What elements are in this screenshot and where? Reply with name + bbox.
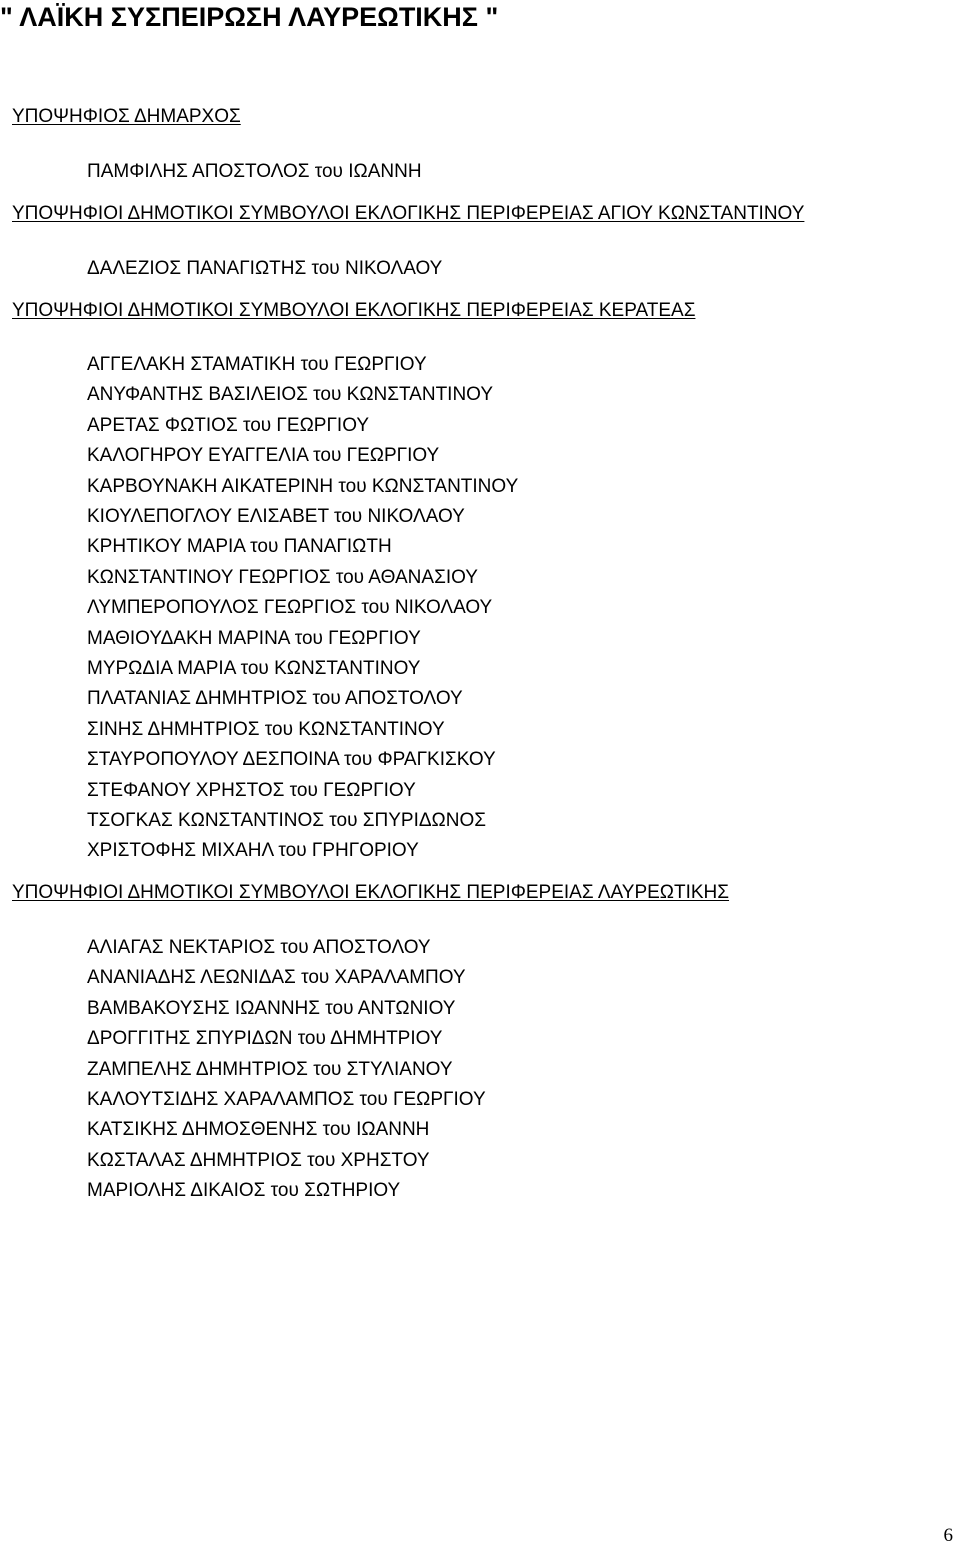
candidate-name: ΔΡΟΓΓΙΤΗΣ ΣΠΥΡΙΔΩΝ του ΔΗΜΗΤΡΙΟΥ bbox=[87, 1028, 443, 1050]
section-heading-agios-konstantinos: ΥΠΟΨΗΦΙΟΙ ΔΗΜΟΤΙΚΟΙ ΣΥΜΒΟΥΛΟΙ ΕΚΛΟΓΙΚΗΣ ΠΕΡΙΦΕΡΕΙΑΣ ΑΓΙΟΥ ΚΩΝΣΤΑΝΤΙΝΟΥ bbox=[12, 203, 805, 224]
candidate-name: ΛΥΜΠΕΡΟΠΟΥΛΟΣ ΓΕΩΡΓΙΟΣ του ΝΙΚΟΛΑΟΥ bbox=[87, 597, 493, 619]
candidate-name: ΣΤΕΦΑΝΟΥ ΧΡΗΣΤΟΣ του ΓΕΩΡΓΙΟΥ bbox=[87, 779, 416, 801]
candidate-name: ΜΑΡΙΟΛΗΣ ΔΙΚΑΙΟΣ του ΣΩΤΗΡΙΟΥ bbox=[87, 1180, 401, 1202]
candidate-name: ΑΝΑΝΙΑΔΗΣ ΛΕΩΝΙΔΑΣ του ΧΑΡΑΛΑΜΠΟΥ bbox=[87, 967, 466, 989]
candidate-name: ΚΑΛΟΓΗΡΟΥ ΕΥΑΓΓΕΛΙΑ του ΓΕΩΡΓΙΟΥ bbox=[87, 445, 440, 467]
candidate-name: ΑΡΕΤΑΣ ΦΩΤΙΟΣ του ΓΕΩΡΓΙΟΥ bbox=[87, 414, 370, 436]
candidate-name: ΤΣΟΓΚΑΣ ΚΩΝΣΤΑΝΤΙΝΟΣ του ΣΠΥΡΙΔΩΝΟΣ bbox=[87, 810, 487, 831]
section-heading-mayor: ΥΠΟΨΗΦΙΟΣ ΔΗΜΑΡΧΟΣ bbox=[12, 106, 241, 127]
candidate-name: ΚΩΝΣΤΑΝΤΙΝΟΥ ΓΕΩΡΓΙΟΣ του ΑΘΑΝΑΣΙΟΥ bbox=[87, 566, 478, 588]
candidate-name: ΑΝΥΦΑΝΤΗΣ ΒΑΣΙΛΕΙΟΣ του ΚΩΝΣΤΑΝΤΙΝΟΥ bbox=[87, 384, 494, 406]
section-heading-lavreotiki: ΥΠΟΨΗΦΙΟΙ ΔΗΜΟΤΙΚΟΙ ΣΥΜΒΟΥΛΟΙ ΕΚΛΟΓΙΚΗΣ ΠΕΡΙΦΕΡΕΙΑΣ ΛΑΥΡΕΩΤΙΚΗΣ bbox=[12, 882, 730, 903]
candidate-name: ΧΡΙΣΤΟΦΗΣ ΜΙΧΑΗΛ του ΓΡΗΓΟΡΙΟΥ bbox=[87, 840, 419, 862]
candidate-name: ΔΑΛΕΖΙΟΣ ΠΑΝΑΓΙΩΤΗΣ του ΝΙΚΟΛΑΟΥ bbox=[87, 258, 443, 279]
candidate-name: ΠΛΑΤΑΝΙΑΣ ΔΗΜΗΤΡΙΟΣ του ΑΠΟΣΤΟΛΟΥ bbox=[87, 688, 463, 710]
candidate-name: ΚΡΗΤΙΚΟΥ ΜΑΡΙΑ του ΠΑΝΑΓΙΩΤΗ bbox=[87, 536, 392, 558]
candidate-name: ΒΑΜΒΑΚΟΥΣΗΣ ΙΩΑΝΝΗΣ του ΑΝΤΩΝΙΟΥ bbox=[87, 997, 456, 1019]
candidate-name: ΜΑΘΙΟΥΔΑΚΗ ΜΑΡΙΝΑ του ΓΕΩΡΓΙΟΥ bbox=[87, 627, 421, 649]
document-title: " ΛΑΪΚΗ ΣΥΣΠΕΙΡΩΣΗ ΛΑΥΡΕΩΤΙΚΗΣ " bbox=[0, 2, 499, 32]
candidate-name: ΣΙΝΗΣ ΔΗΜΗΤΡΙΟΣ του ΚΩΝΣΤΑΝΤΙΝΟΥ bbox=[87, 718, 445, 740]
candidate-name: ΠΑΜΦΙΛΗΣ ΑΠΟΣΤΟΛΟΣ του ΙΩΑΝΝΗ bbox=[87, 161, 422, 182]
page-number: 6 bbox=[943, 1525, 953, 1546]
candidate-name: ΚΙΟΥΛΕΠΟΓΛΟΥ ΕΛΙΣΑΒΕΤ του ΝΙΚΟΛΑΟΥ bbox=[87, 506, 465, 527]
candidate-name: ΣΤΑΥΡΟΠΟΥΛΟΥ ΔΕΣΠΟΙΝΑ του ΦΡΑΓΚΙΣΚΟΥ bbox=[87, 749, 496, 771]
candidate-name: ΜΥΡΩΔΙΑ ΜΑΡΙΑ του ΚΩΝΣΤΑΝΤΙΝΟΥ bbox=[87, 658, 421, 679]
candidate-name: ΚΑΤΣΙΚΗΣ ΔΗΜΟΣΘΕΝΗΣ του ΙΩΑΝΝΗ bbox=[87, 1119, 430, 1141]
candidate-name: ΚΩΣΤΑΛΑΣ ΔΗΜΗΤΡΙΟΣ του ΧΡΗΣΤΟΥ bbox=[87, 1149, 430, 1171]
candidate-name: ΚΑΡΒΟΥΝΑΚΗ ΑΙΚΑΤΕΡΙΝΗ του ΚΩΝΣΤΑΝΤΙΝΟΥ bbox=[87, 475, 519, 497]
candidate-name: ΑΓΓΕΛΑΚΗ ΣΤΑΜΑΤΙΚΗ του ΓΕΩΡΓΙΟΥ bbox=[87, 354, 427, 375]
candidate-name: ΑΛΙΑΓΑΣ ΝΕΚΤΑΡΙΟΣ του ΑΠΟΣΤΟΛΟΥ bbox=[87, 937, 431, 958]
candidate-name: ΖΑΜΠΕΛΗΣ ΔΗΜΗΤΡΙΟΣ του ΣΤΥΛΙΑΝΟΥ bbox=[87, 1058, 453, 1080]
section-heading-keratea: ΥΠΟΨΗΦΙΟΙ ΔΗΜΟΤΙΚΟΙ ΣΥΜΒΟΥΛΟΙ ΕΚΛΟΓΙΚΗΣ ΠΕΡΙΦΕΡΕΙΑΣ ΚΕΡΑΤΕΑΣ bbox=[12, 300, 696, 321]
candidate-name: ΚΑΛΟΥΤΣΙΔΗΣ ΧΑΡΑΛΑΜΠΟΣ του ΓΕΩΡΓΙΟΥ bbox=[87, 1089, 486, 1110]
